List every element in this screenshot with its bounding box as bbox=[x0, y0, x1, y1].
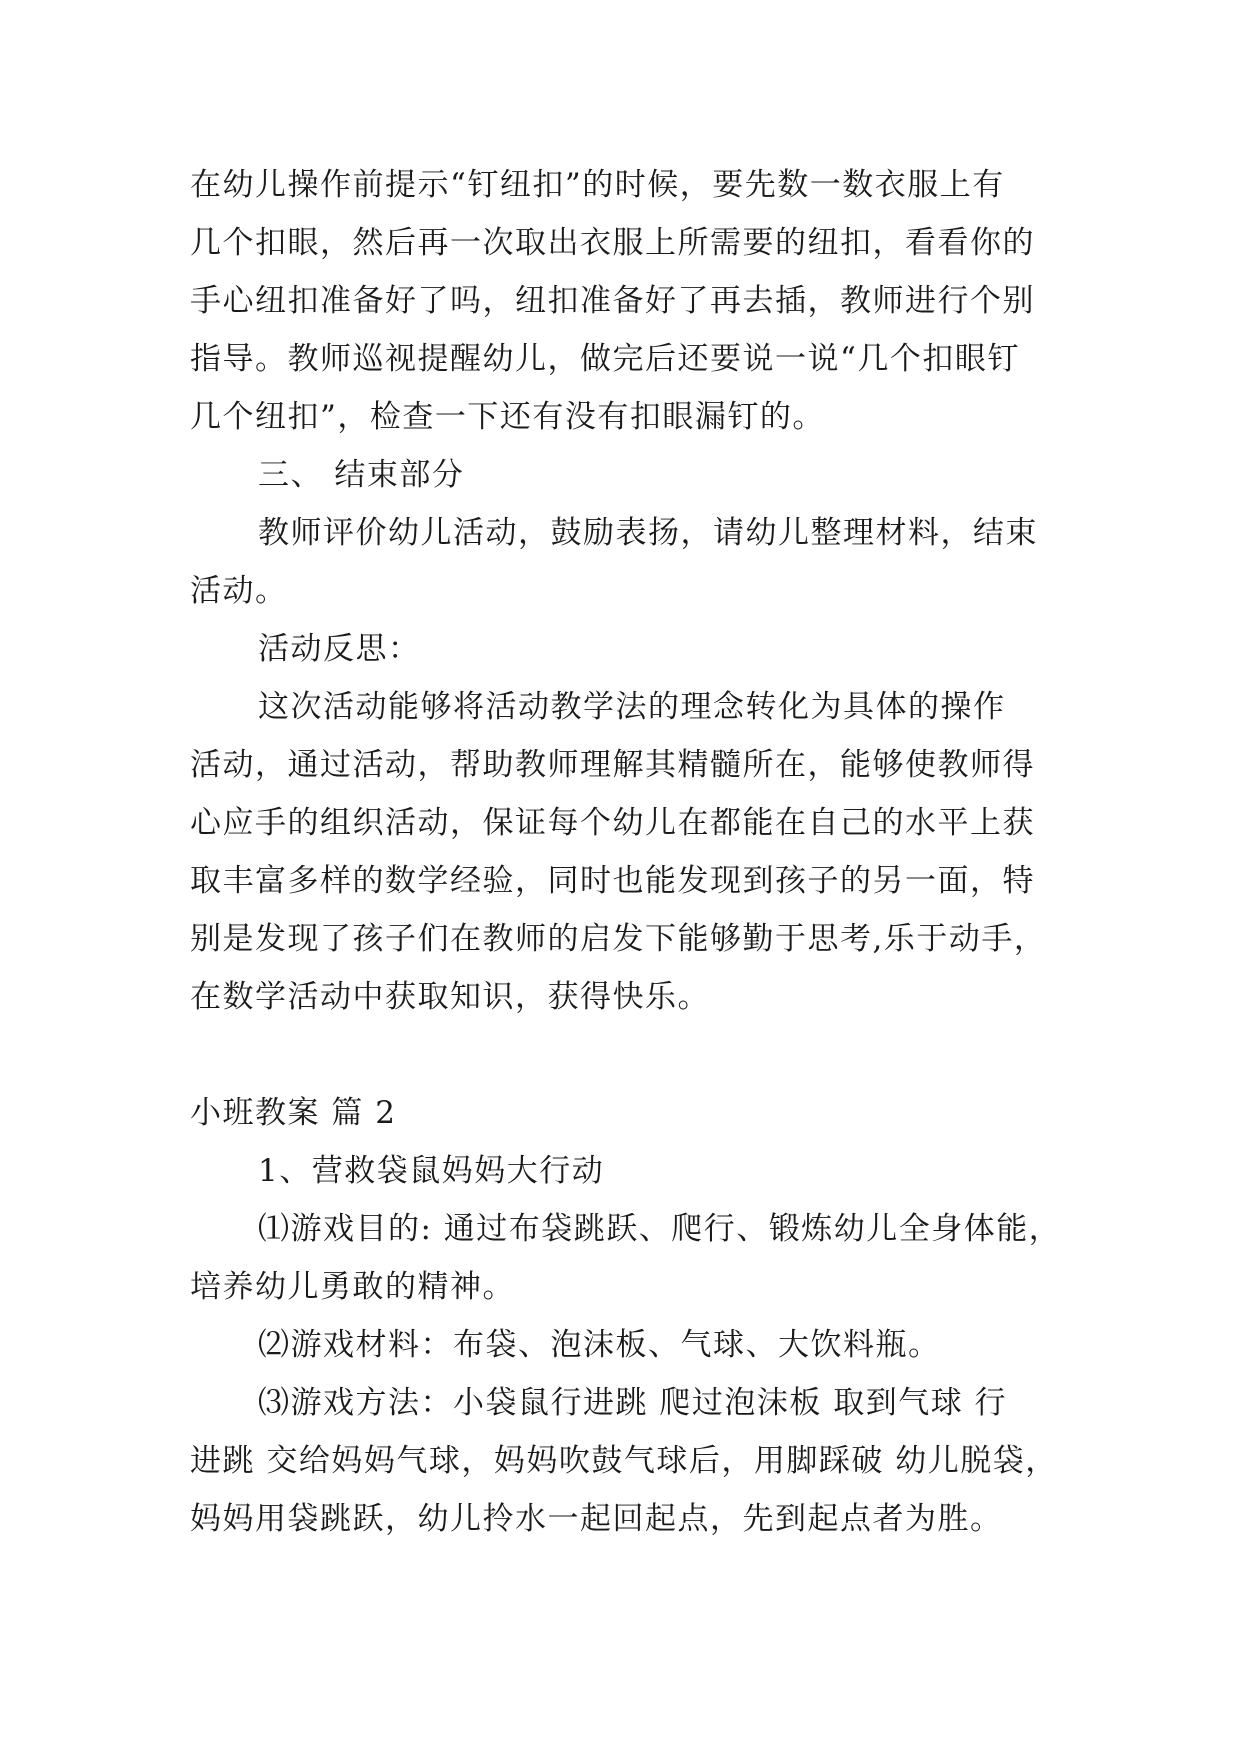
paragraph-line: 活动，通过活动，帮助教师理解其精髓所在，能够使教师得 bbox=[190, 747, 1035, 783]
paragraph-line: 这次活动能够将活动教学法的理念转化为具体的操作 bbox=[258, 689, 1006, 725]
paragraph-line: 心应手的组织活动，保证每个幼儿在都能在自己的水平上获 bbox=[190, 805, 1035, 841]
paragraph-line: 在幼儿操作前提示“钉纽扣”的时候，要先数一数衣服上有 bbox=[190, 167, 1005, 203]
paragraph-line: 妈妈用袋跳跃，幼儿拎水一起回起点，先到起点者为胜。 bbox=[190, 1501, 1003, 1537]
paragraph-line: 在数学活动中获取知识，获得快乐。 bbox=[190, 979, 710, 1015]
paragraph-line: ⑵游戏材料：布袋、泡沫板、气球、大饮料瓶。 bbox=[258, 1327, 941, 1363]
subheading: 活动反思： bbox=[258, 631, 421, 667]
paragraph-line: 活动。 bbox=[190, 573, 288, 609]
paragraph-line: 别是发现了孩子们在教师的启发下能够勤于思考,乐于动手， bbox=[190, 921, 1047, 957]
paragraph-line: 指导。教师巡视提醒幼儿，做完后还要说一说“几个扣眼钉 bbox=[190, 341, 1020, 377]
paragraph-line: 培养幼儿勇敢的精神。 bbox=[190, 1269, 515, 1305]
paragraph-line: 取丰富多样的数学经验，同时也能发现到孩子的另一面，特 bbox=[190, 863, 1035, 899]
paragraph-line: ⑶游戏方法：小袋鼠行进跳 爬过泡沫板 取到气球 行 bbox=[258, 1385, 1008, 1421]
paragraph-line: 进跳 交给妈妈气球，妈妈吹鼓气球后，用脚踩破 幼儿脱袋， bbox=[190, 1443, 1058, 1479]
paragraph-line: 几个纽扣”，检查一下还有没有扣眼漏钉的。 bbox=[190, 399, 825, 435]
subheading: 1、营救袋鼠妈妈大行动 bbox=[258, 1153, 605, 1189]
paragraph-line: ⑴游戏目的: 通过布袋跳跃、爬行、锻炼幼儿全身体能， bbox=[258, 1211, 1062, 1247]
paragraph-line: 手心纽扣准备好了吗，纽扣准备好了再去插，教师进行个别 bbox=[190, 283, 1035, 319]
paragraph-line: 几个扣眼，然后再一次取出衣服上所需要的纽扣，看看你的 bbox=[190, 225, 1035, 261]
paragraph-line: 教师评价幼儿活动，鼓励表扬，请幼儿整理材料，结束 bbox=[258, 515, 1038, 551]
section-heading: 三、 结束部分 bbox=[258, 457, 465, 493]
section-title: 小班教案 篇 2 bbox=[190, 1095, 397, 1131]
